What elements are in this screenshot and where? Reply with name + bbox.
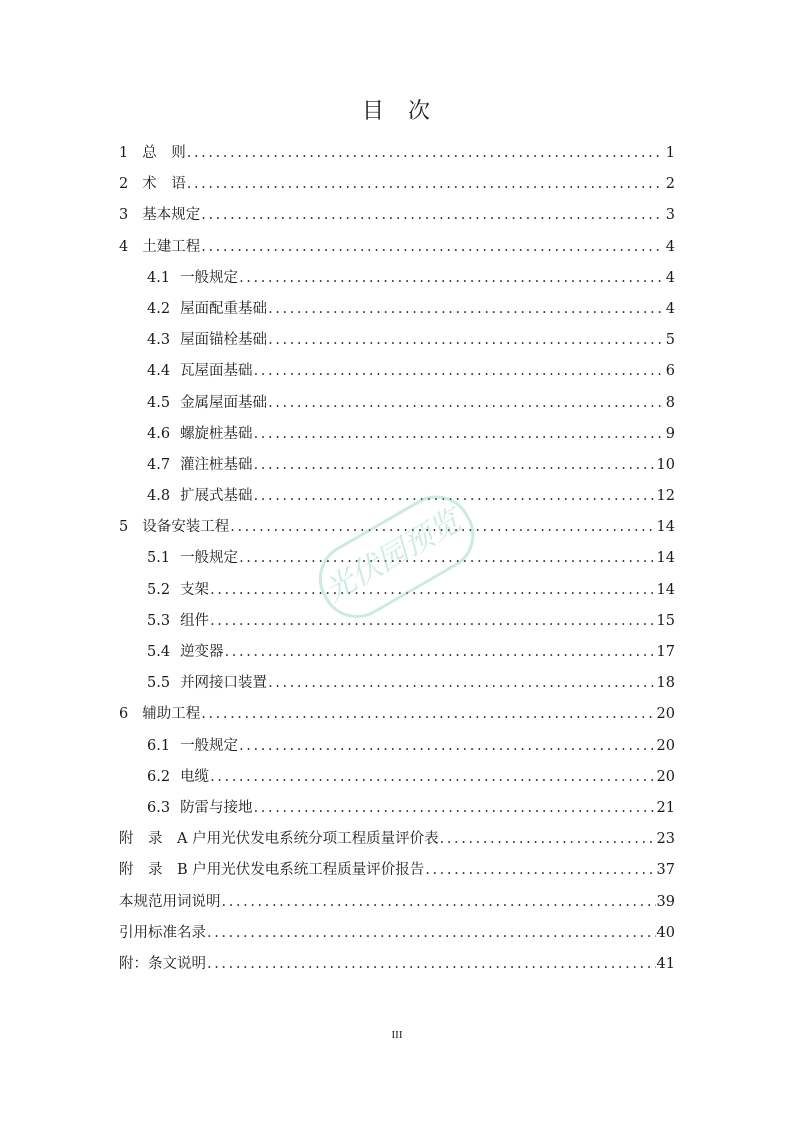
toc-dot-leader bbox=[239, 263, 664, 294]
toc-entry[interactable] bbox=[119, 575, 675, 606]
toc-entry-page: 2 bbox=[665, 176, 675, 193]
toc-entry-label: 一般规定 bbox=[180, 737, 239, 754]
toc-dot-leader bbox=[425, 855, 655, 886]
toc-entry-page: 14 bbox=[656, 550, 675, 567]
toc-entry-label: 屋面锚栓基础 bbox=[180, 332, 268, 349]
toc-entry-label: 基本规定 bbox=[142, 207, 201, 224]
toc-entry-number: 6.2 bbox=[147, 768, 171, 785]
toc-dot-leader bbox=[201, 699, 655, 730]
toc-dot-leader bbox=[268, 294, 664, 325]
toc-entry[interactable] bbox=[119, 200, 675, 231]
toc-entry-page: 4 bbox=[665, 269, 675, 286]
toc-dot-leader bbox=[207, 918, 656, 949]
toc-entry[interactable] bbox=[119, 543, 675, 574]
toc-entry-number: 1 bbox=[119, 145, 129, 161]
toc-entry-page: 39 bbox=[656, 893, 675, 910]
toc-entry-label: 附：条文说明 bbox=[119, 955, 206, 972]
toc-dot-leader bbox=[230, 512, 655, 543]
toc-entry[interactable] bbox=[119, 793, 675, 824]
toc-entry[interactable] bbox=[119, 918, 675, 949]
toc-dot-leader bbox=[210, 762, 655, 793]
toc-entry[interactable] bbox=[119, 637, 675, 668]
toc-entry-label: 引用标准名录 bbox=[119, 924, 206, 941]
toc-entry-number: 4.7 bbox=[147, 456, 171, 473]
toc-entry-label: 附 录 A 户用光伏发电系统分项工程质量评价表 bbox=[119, 831, 439, 848]
toc-entry-label: 本规范用词说明 bbox=[119, 893, 221, 910]
toc-entry[interactable] bbox=[119, 294, 675, 325]
toc-entry-page: 18 bbox=[656, 675, 675, 692]
toc-entry[interactable] bbox=[119, 481, 675, 512]
toc-entry-page: 21 bbox=[656, 799, 675, 816]
toc-entry-number: 4.1 bbox=[147, 269, 171, 286]
toc-entry[interactable] bbox=[119, 855, 675, 886]
toc-dot-leader bbox=[201, 232, 664, 263]
toc-dot-leader bbox=[201, 200, 664, 231]
toc-entry-label: 土建工程 bbox=[142, 238, 201, 255]
toc-entry-page: 5 bbox=[665, 332, 675, 349]
toc-title-char-2: 次 bbox=[408, 99, 433, 124]
toc-entry-number: 4.4 bbox=[147, 363, 171, 380]
toc-entry[interactable] bbox=[119, 138, 675, 169]
toc-entry-number: 2 bbox=[119, 176, 129, 193]
toc-entry-label: 螺旋桩基础 bbox=[180, 425, 253, 442]
toc-entry-label: 防雷与接地 bbox=[180, 799, 253, 816]
toc-entry-number: 5 bbox=[119, 519, 129, 536]
toc-entry-label: 一般规定 bbox=[180, 269, 239, 286]
toc-entry-page: 14 bbox=[656, 581, 675, 598]
toc-entry-number: 5.3 bbox=[147, 612, 171, 629]
toc-entry[interactable] bbox=[119, 762, 675, 793]
toc-entry[interactable] bbox=[119, 325, 675, 356]
toc-dot-leader bbox=[254, 793, 656, 824]
toc-entry[interactable] bbox=[119, 263, 675, 294]
toc-entry[interactable] bbox=[119, 169, 675, 200]
toc-entry-page: 17 bbox=[656, 644, 675, 660]
toc-entry-number: 4.5 bbox=[147, 394, 171, 411]
toc-entry-number: 4.8 bbox=[147, 488, 171, 505]
toc-dot-leader bbox=[239, 731, 655, 762]
toc-dot-leader bbox=[239, 543, 655, 574]
toc-entry[interactable] bbox=[119, 356, 675, 387]
toc-entry-label: 支架 bbox=[180, 581, 210, 598]
toc-entry[interactable] bbox=[119, 668, 675, 699]
toc-entry-label: 一般规定 bbox=[180, 550, 239, 567]
toc-entry-label: 瓦屋面基础 bbox=[180, 363, 253, 380]
toc-entry-label: 术 语 bbox=[142, 176, 186, 193]
toc-dot-leader bbox=[222, 887, 656, 918]
toc-entry[interactable] bbox=[119, 887, 675, 918]
toc-entry[interactable] bbox=[119, 450, 675, 481]
toc-entry-number: 6 bbox=[119, 706, 129, 723]
toc-entry-number: 5.4 bbox=[147, 644, 171, 660]
toc-entry-number: 6.3 bbox=[147, 799, 171, 816]
toc-entry[interactable] bbox=[119, 419, 675, 450]
toc-dot-leader bbox=[254, 419, 664, 450]
toc-dot-leader bbox=[268, 388, 664, 419]
toc-entry-page: 4 bbox=[665, 238, 675, 255]
toc-entry-number: 4.3 bbox=[147, 332, 171, 349]
toc-dot-leader bbox=[268, 668, 655, 699]
toc-entry-label: 组件 bbox=[180, 612, 210, 629]
toc-entry-page: 20 bbox=[656, 737, 675, 754]
toc-entry-page: 8 bbox=[665, 394, 675, 411]
toc-entry-number: 5.1 bbox=[147, 550, 171, 567]
toc-entry-label: 电缆 bbox=[180, 768, 210, 785]
toc-title-char-1: 目 bbox=[361, 99, 386, 124]
table-of-contents bbox=[119, 138, 675, 980]
toc-entry[interactable] bbox=[119, 606, 675, 637]
watermark-text: 光伏园预览 bbox=[319, 503, 467, 609]
toc-entry-page: 4 bbox=[665, 300, 675, 317]
toc-entry-number: 3 bbox=[119, 207, 129, 224]
toc-dot-leader bbox=[207, 949, 656, 980]
toc-entry[interactable] bbox=[119, 949, 675, 980]
toc-entry-page: 1 bbox=[665, 145, 675, 161]
toc-entry-label: 附 录 B 户用光伏发电系统工程质量评价报告 bbox=[119, 862, 425, 879]
toc-entry-number: 5.2 bbox=[147, 581, 171, 598]
toc-entry-label: 逆变器 bbox=[180, 644, 224, 660]
toc-title bbox=[0, 94, 794, 125]
toc-entry-number: 6.1 bbox=[147, 737, 171, 754]
toc-entry-label: 屋面配重基础 bbox=[180, 300, 268, 317]
toc-entry[interactable] bbox=[119, 388, 675, 419]
toc-dot-leader bbox=[440, 824, 656, 855]
toc-dot-leader bbox=[254, 356, 664, 387]
toc-entry-label: 设备安装工程 bbox=[142, 519, 230, 536]
toc-entry-page: 20 bbox=[656, 768, 675, 785]
toc-dot-leader bbox=[187, 169, 664, 200]
toc-entry-label: 灌注桩基础 bbox=[180, 456, 253, 473]
toc-entry-page: 6 bbox=[665, 363, 675, 380]
toc-dot-leader bbox=[225, 637, 656, 668]
toc-entry-page: 12 bbox=[656, 488, 675, 505]
toc-entry-page: 40 bbox=[656, 924, 675, 941]
toc-entry-number: 4.6 bbox=[147, 425, 171, 442]
toc-entry-page: 20 bbox=[656, 706, 675, 723]
toc-entry-page: 23 bbox=[656, 831, 675, 848]
toc-entry-label: 扩展式基础 bbox=[180, 488, 253, 505]
toc-dot-leader bbox=[254, 450, 656, 481]
toc-dot-leader bbox=[254, 481, 656, 512]
toc-entry-page: 10 bbox=[656, 456, 675, 473]
toc-entry[interactable] bbox=[119, 699, 675, 730]
toc-entry-page: 37 bbox=[656, 862, 675, 879]
toc-entry-page: 14 bbox=[656, 519, 675, 536]
toc-entry[interactable] bbox=[119, 232, 675, 263]
toc-dot-leader bbox=[268, 325, 664, 356]
toc-entry-label: 金属屋面基础 bbox=[180, 394, 268, 411]
toc-entry-number: 4 bbox=[119, 238, 129, 255]
toc-entry[interactable] bbox=[119, 731, 675, 762]
toc-dot-leader bbox=[210, 606, 655, 637]
toc-entry-label: 总 则 bbox=[142, 145, 186, 161]
toc-entry-number: 4.2 bbox=[147, 300, 171, 317]
toc-entry-page: 3 bbox=[665, 207, 675, 224]
toc-entry-page: 41 bbox=[656, 955, 675, 972]
toc-dot-leader bbox=[210, 575, 655, 606]
toc-entry-label: 并网接口装置 bbox=[180, 675, 268, 692]
toc-entry-page: 9 bbox=[665, 425, 675, 442]
toc-entry-number: 5.5 bbox=[147, 675, 171, 692]
toc-entry-page: 15 bbox=[656, 612, 675, 629]
toc-entry[interactable] bbox=[119, 824, 675, 855]
toc-entry[interactable] bbox=[119, 512, 675, 543]
page-number-footer: III bbox=[391, 1029, 403, 1041]
toc-entry-label: 辅助工程 bbox=[142, 706, 201, 723]
toc-dot-leader bbox=[187, 138, 664, 169]
